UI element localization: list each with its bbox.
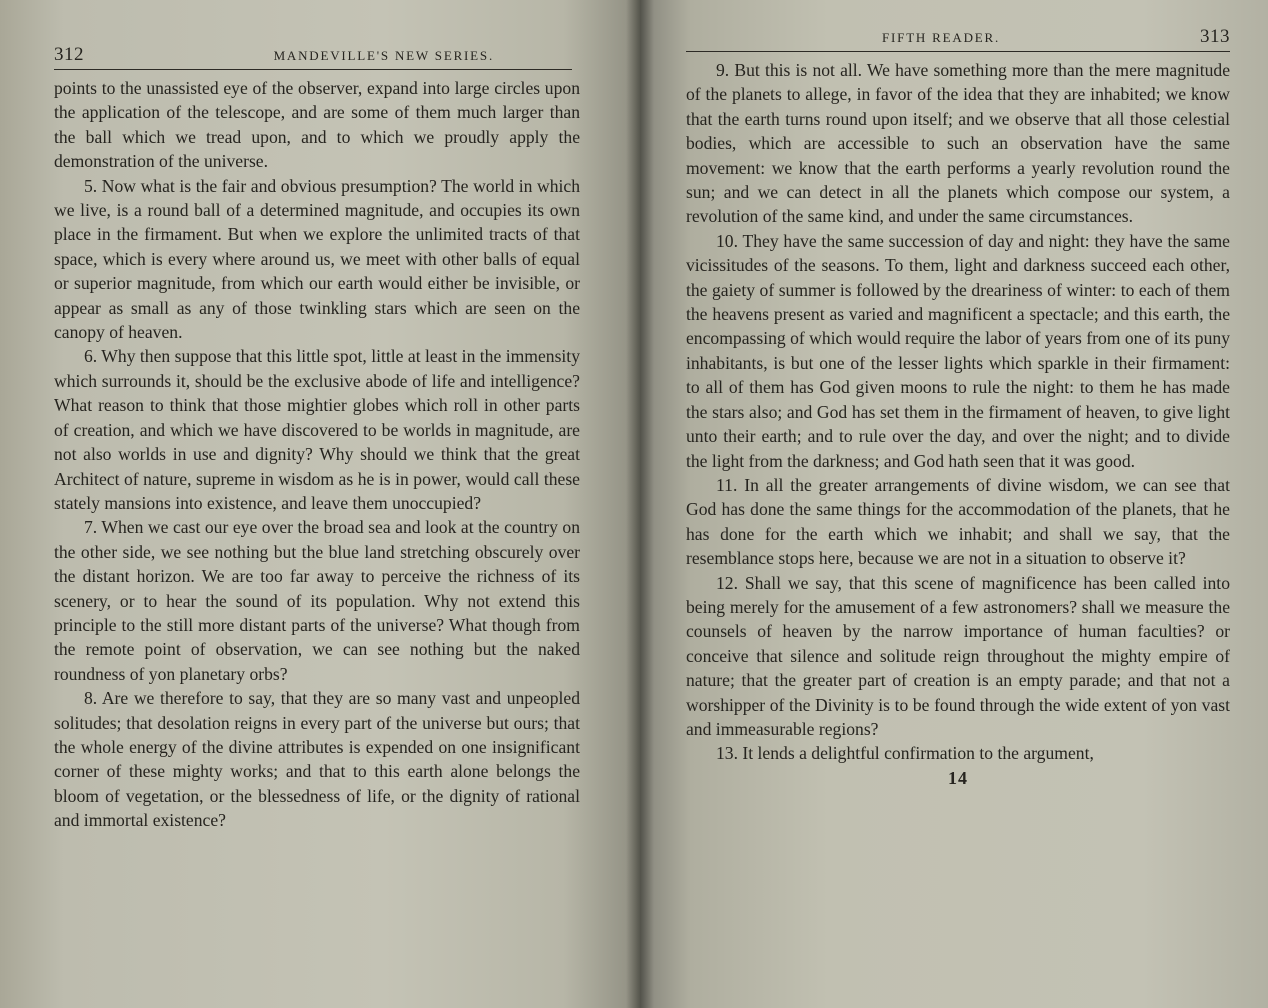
- paragraph-9: 9. But this is not all. We have something more than the mere magnitude of the planets to allege, in favor of the idea that they are inhabited; we know that the earth turns round upon itself; and we observe that all those celestial bodies, which are accessible to such an observation have the same movement: we know that the earth performs a yearly revolution round the sun; and we can detect in all the planets which compose our system, a revolution of the same kind, and under the same circumstances.: [686, 60, 1230, 227]
- right-page-number: 313: [1200, 26, 1230, 47]
- left-page-number: 312: [54, 44, 84, 65]
- right-running-head: [686, 26, 1230, 52]
- left-running-head: [54, 44, 572, 70]
- right-page: [640, 0, 1268, 1008]
- paragraph-continued: points to the unassisted eye of the observer, expand into large circles upon the application of the telescope, and are some of them much larger than the ball which we tread upon, and to which we proudly apply the demonstration of the universe.: [54, 78, 580, 172]
- paragraph-6: 6. Why then suppose that this little spot, little at least in the immensity which surrounds it, should be the exclusive abode of life and intelligence? What reason to think that those mightier globes which roll in other parts of creation, and which we have discovered to be worlds in magnitude, are not also worlds in use and dignity? Why should we think that the great Architect of nature, supreme in wisdom as he is in power, would call these stately mansions into existence, and leave them unoccupied?: [54, 346, 580, 513]
- signature-mark: 14: [948, 767, 968, 788]
- paragraph-11: 11. In all the greater arrangements of divine wisdom, we can see that God has done the same things for the accommodation of the planets, that he has done for the earth which we inhabit; and shall we say, that the resemblance stops here, because we are not in a situation to observe it?: [686, 474, 1230, 569]
- left-text-block: [54, 76, 580, 833]
- paragraph-12: 12. Shall we say, that this scene of magnificence has been called into being merely for the amusement of a few astronomers? shall we measure the counsels of heaven by the narrow importance of human faculties? or conceive that silence and solitude reign throughout the mighty empire of nature; that the greater part of creation is an empty parade; and that not a worshipper of the Divinity is to be found through the wide extent of yon vast and immeasurable regions?: [686, 572, 1230, 739]
- right-text-block: [686, 58, 1230, 766]
- paragraph-8: 8. Are we therefore to say, that they are so many vast and unpeopled solitudes; that desolation reigns in every part of the universe but ours; that the whole energy of the divine attributes is expended on one insignificant corner of these mighty works; and that to this earth alone belongs the bloom of vegetation, or the blessedness of life, or the dignity of rational and immortal existence?: [54, 688, 580, 831]
- paragraph-5: 5. Now what is the fair and obvious presumption? The world in which we live, is a round ball of a determined magnitude, and occupies its own place in the firmament. But when we explore the unlimited tracts of that space, which is every where around us, we meet with other balls of equal or superior magnitude, from which our earth would either be invisible, or appear as small as any of those twinkling stars which are seen on the canopy of heaven.: [54, 175, 580, 343]
- paragraph-7: 7. When we cast our eye over the broad sea and look at the country on the other side, we see nothing but the blue land stretching obscurely over the distant horizon. We are too far away to perceive the richness of its scenery, or to hear the sound of its population. Why not extend this principle to the still more distant parts of the universe? What though from the remote point of observation, we can see nothing but the naked roundness of yon planetary orbs?: [54, 517, 580, 684]
- paragraph-13: 13. It lends a delightful confirmation to the argument,: [716, 743, 1094, 764]
- left-running-title: MANDEVILLE'S NEW SERIES.: [273, 48, 494, 63]
- paragraph-10: 10. They have the same succession of day and night: they have the same vicissitudes of the seasons. To them, light and darkness succeed each other, the gaiety of summer is followed by the dreariness of winter: to each of them the heavens present as varied and magnificent a spectacle; and this earth, the encompassing of which would require the labor of years from one of its puny inhabitants, is but one of the lesser lights which sparkle in their firmament: to all of them has God given moons to rule the night: to them he has made the stars also; and God has set them in the firmament of heaven, to give light unto their earth; and to rule over the day, and over the night; and to divide the light from the darkness; and God hath seen that it was good.: [686, 230, 1230, 471]
- right-running-title: FIFTH READER.: [882, 30, 1001, 45]
